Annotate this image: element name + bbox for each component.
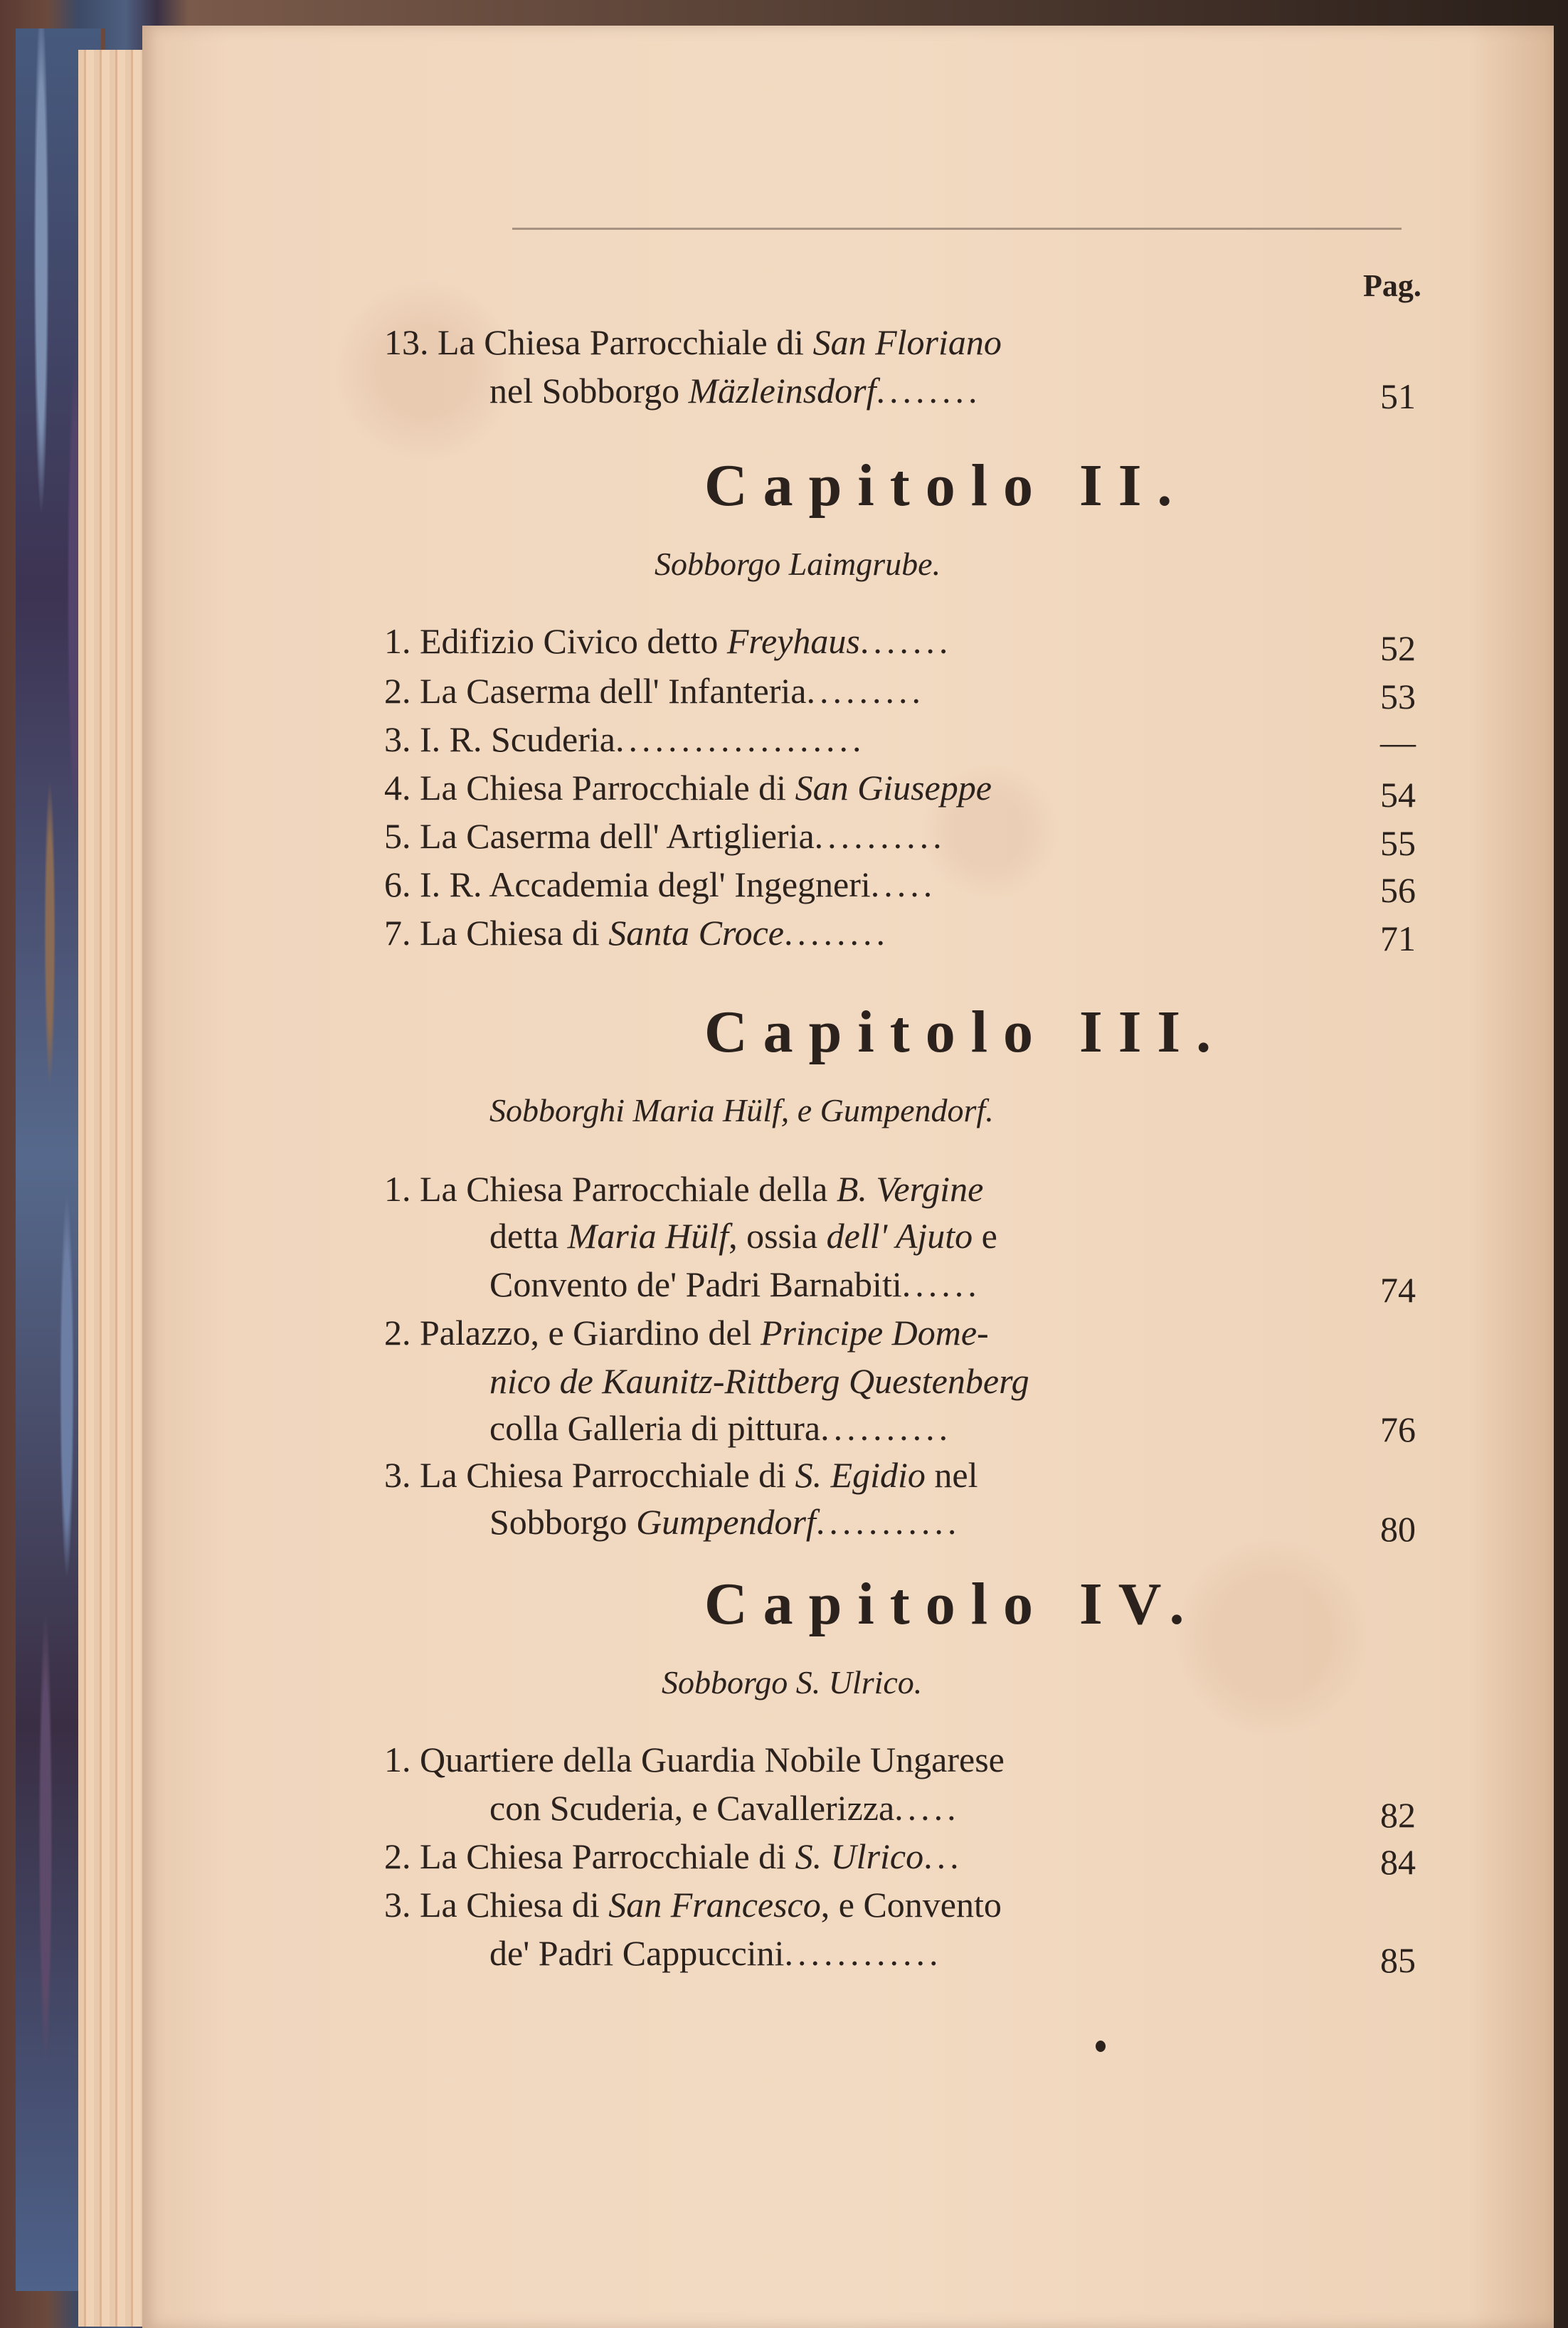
leader-dots: ........... xyxy=(815,1502,961,1542)
entry-number: 5. xyxy=(384,816,411,856)
leader-dots: ...... xyxy=(901,1264,981,1304)
toc-entry-continued xyxy=(489,1266,981,1302)
page-number: 82 xyxy=(1380,1795,1416,1835)
page-number: — xyxy=(1380,722,1416,762)
toc-entry-continued xyxy=(489,1363,1029,1399)
leader-dots: ... xyxy=(923,1836,963,1876)
entry-number: 3. xyxy=(384,1455,411,1495)
entry-text-italic: Santa Croce xyxy=(608,913,784,953)
toc-entry-continued xyxy=(489,1504,960,1540)
leader-dots: ................... xyxy=(615,719,866,759)
page-number: 51 xyxy=(1380,376,1416,416)
entry-text: colla Galleria di pittura xyxy=(489,1408,821,1448)
chapter-subtitle: Sobborgo S. Ulrico. xyxy=(662,1664,923,1700)
page-number: 74 xyxy=(1380,1270,1416,1310)
entry-text: Edifizio Civico detto xyxy=(420,621,727,661)
entry-text: , e Convento xyxy=(820,1885,1002,1925)
toc-entry-continued xyxy=(489,1790,960,1826)
entry-text: Sobborgo xyxy=(489,1502,637,1542)
entry-text-italic: San Giuseppe xyxy=(795,768,992,808)
chapter-subtitle: Sobborghi Maria Hülf, e Gumpendorf. xyxy=(489,1092,994,1128)
header-rule xyxy=(512,228,1402,230)
page-number: 80 xyxy=(1380,1509,1416,1549)
leader-dots: ........ xyxy=(876,371,982,411)
chapter-heading: Capitolo II. xyxy=(704,453,1188,519)
toc-entry xyxy=(384,1885,1002,1925)
page-number: 85 xyxy=(1380,1940,1416,1980)
entry-number: 2. xyxy=(384,1836,411,1876)
entry-text: I. R. Scuderia xyxy=(420,719,615,759)
leader-dots: ........ xyxy=(783,913,889,953)
entry-text: La Chiesa di xyxy=(420,913,609,953)
toc-entry xyxy=(384,721,865,757)
chapter-heading: Capitolo III. xyxy=(704,999,1227,1065)
entry-number: 3. xyxy=(384,719,411,759)
toc-entry xyxy=(384,1171,983,1207)
entry-text: Palazzo, e Giardino del xyxy=(420,1313,761,1353)
leader-dots: .......... xyxy=(814,816,946,856)
entry-number: 3. xyxy=(384,1885,411,1925)
page-column-label: Pag. xyxy=(1363,268,1421,303)
entry-text: La Caserma dell' Artiglieria xyxy=(420,816,815,856)
entry-text: con Scuderia, e Cavallerizza xyxy=(489,1788,895,1828)
page-number: 76 xyxy=(1380,1409,1416,1449)
entry-text: La Chiesa Parrocchiale di xyxy=(420,1455,795,1495)
entry-text-italic: Mäzleinsdorf xyxy=(688,371,876,411)
toc-entry xyxy=(384,673,925,709)
entry-text: e xyxy=(973,1216,997,1256)
entry-text-italic: nico de Kaunitz-Rittberg Questenberg xyxy=(489,1361,1029,1401)
entry-text: I. R. Accademia degl' Ingegneri xyxy=(420,864,871,904)
page-number: 52 xyxy=(1380,628,1416,668)
entry-number: 2. xyxy=(384,1313,411,1353)
entry-number: 1. xyxy=(384,1169,411,1209)
entry-text-italic: dell' Ajuto xyxy=(826,1216,973,1256)
entry-number: 4. xyxy=(384,768,411,808)
entry-text: La Chiesa di xyxy=(420,1885,609,1925)
toc-entry-continued xyxy=(489,1935,942,1971)
entry-number: 1. xyxy=(384,1740,411,1779)
toc-entry xyxy=(384,623,952,659)
toc-entry xyxy=(384,1838,963,1874)
chapter-subtitle: Sobborgo Laimgrube. xyxy=(655,546,941,582)
entry-text: detta xyxy=(489,1216,568,1256)
leader-dots: ..... xyxy=(894,1788,960,1828)
entry-text: nel Sobborgo xyxy=(489,371,689,411)
entry-number: 7. xyxy=(384,913,411,953)
entry-text: Quartiere della Guardia Nobile Ungarese xyxy=(420,1740,1005,1779)
entry-text: La Chiesa Parrocchiale della xyxy=(420,1169,837,1209)
entry-text: La Chiesa Parrocchiale di xyxy=(438,322,813,362)
entry-text-italic: B. Vergine xyxy=(836,1169,984,1209)
entry-number: 2. xyxy=(384,671,411,711)
leader-dots: ..... xyxy=(870,864,937,904)
toc-entry-continued xyxy=(489,1218,997,1254)
entry-number: 1. xyxy=(384,621,411,661)
entry-text-italic: Freyhaus xyxy=(726,621,860,661)
entry-text-italic: S. Ulrico xyxy=(795,1836,924,1876)
toc-entry xyxy=(384,1457,978,1493)
entry-text-italic: Principe Dome- xyxy=(760,1313,989,1353)
entry-text: nel xyxy=(925,1455,978,1495)
entry-text-italic: San Floriano xyxy=(812,322,1002,362)
leader-dots: ....... xyxy=(859,621,953,661)
entry-number: 6. xyxy=(384,864,411,904)
entry-text: , ossia xyxy=(729,1216,827,1256)
leader-dots: ......... xyxy=(806,671,925,711)
chapter-heading: Capitolo IV. xyxy=(704,1571,1200,1637)
toc-entry xyxy=(384,1742,1005,1777)
entry-text: La Caserma dell' Infanteria xyxy=(420,671,807,711)
page-number: 54 xyxy=(1380,775,1416,815)
entry-text: de' Padri Cappuccini xyxy=(489,1933,785,1973)
page-number: 56 xyxy=(1380,870,1416,910)
toc-entry xyxy=(384,864,937,904)
toc-entry xyxy=(384,915,889,951)
toc-entry xyxy=(384,768,992,808)
entry-text: La Chiesa Parrocchiale di xyxy=(420,1836,795,1876)
page-number: 71 xyxy=(1380,919,1416,958)
toc-entry xyxy=(384,1313,989,1353)
entry-number: 13. xyxy=(384,322,429,362)
toc-entry-continued xyxy=(489,1410,952,1446)
leader-dots: .......... xyxy=(820,1408,953,1448)
footer-mark xyxy=(1096,2041,1106,2052)
toc-entry-continued xyxy=(489,371,982,411)
toc-entry xyxy=(384,324,1002,360)
page-number: 53 xyxy=(1380,677,1416,716)
entry-text-italic: Gumpendorf xyxy=(636,1502,816,1542)
entry-text: Convento de' Padri Barnabiti xyxy=(489,1264,902,1304)
entry-text-italic: San Francesco xyxy=(608,1885,821,1925)
entry-text: La Chiesa Parrocchiale di xyxy=(420,768,795,808)
book-page xyxy=(142,26,1554,2328)
entry-text-italic: S. Egidio xyxy=(795,1455,926,1495)
page-number: 55 xyxy=(1380,823,1416,863)
page-number: 84 xyxy=(1380,1842,1416,1882)
leader-dots: ............ xyxy=(784,1933,943,1973)
entry-text-italic: Maria Hülf xyxy=(567,1216,729,1256)
toc-entry xyxy=(384,818,946,854)
